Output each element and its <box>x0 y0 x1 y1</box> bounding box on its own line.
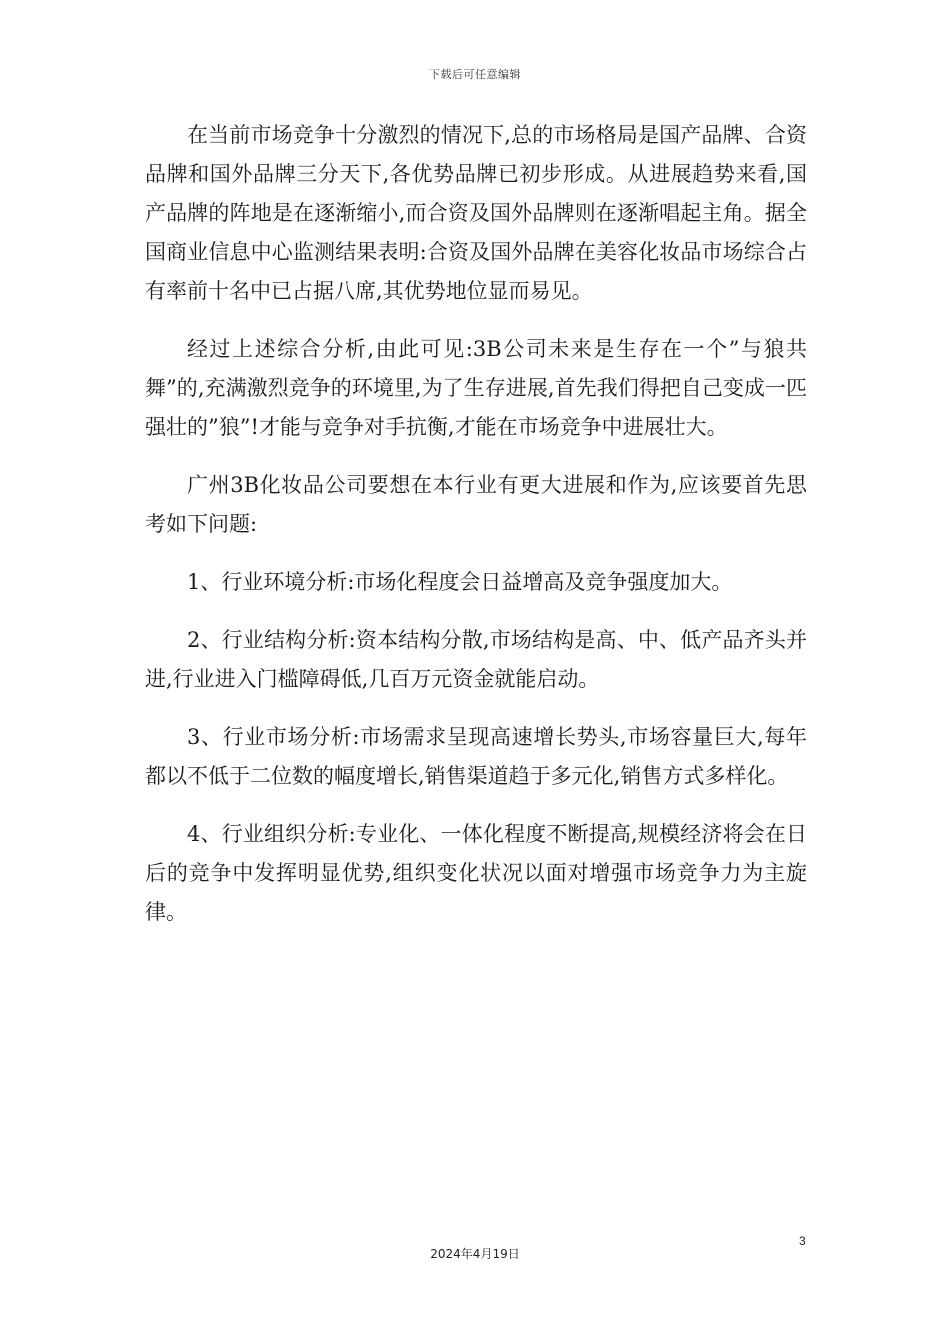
list-item-industry-environment: 1、行业环境分析:市场化程度会日益增高及竞争强度加大。 <box>187 570 733 594</box>
footer-date: 2024年4月19日 <box>430 1247 520 1261</box>
document-body <box>145 116 807 951</box>
paragraph-analysis-conclusion: 经过上述综合分析,由此可见:3B公司未来是生存在一个”与狼共舞”的,充满激烈竞争的环境里,为了生存进展,首先我们得把自己变成一匹强壮的”狼”!才能与竞争对手抗衡,才能在市场竞争中进展壮大。 <box>145 337 807 439</box>
paragraph-key-questions: 广州3B化妆品公司要想在本行业有更大进展和作为,应该要首先思考如下问题: <box>145 473 807 536</box>
list-item-industry-market: 3、行业市场分析:市场需求呈现高速增长势头,市场容量巨大,每年都以不低于二位数的幅度增长,销售渠道趋于多元化,销售方式多样化。 <box>145 725 807 788</box>
page-number: 3 <box>799 1234 806 1248</box>
page-header: 下载后可任意编辑 <box>429 68 521 81</box>
list-item-industry-organization: 4、行业组织分析:专业化、一体化程度不断提高,规模经济将会在日后的竞争中发挥明显优势,组织变化状况以面对增强市场竞争力为主旋律。 <box>145 822 807 924</box>
list-item-industry-structure: 2、行业结构分析:资本结构分散,市场结构是高、中、低产品齐头并进,行业进入门槛障碍低,几百万元资金就能启动。 <box>145 628 807 691</box>
paragraph-market-landscape: 在当前市场竞争十分激烈的情况下,总的市场格局是国产品牌、合资品牌和国外品牌三分天下,各优势品牌已初步形成。从进展趋势来看,国产品牌的阵地是在逐渐缩小,而合资及国外品牌则在逐渐唱起主角。据全国商业信息中心监测结果表明:合资及国外品牌在美容化妆品市场综合占有率前十名中已占据八席,其优势地位显而易见。 <box>145 123 807 303</box>
